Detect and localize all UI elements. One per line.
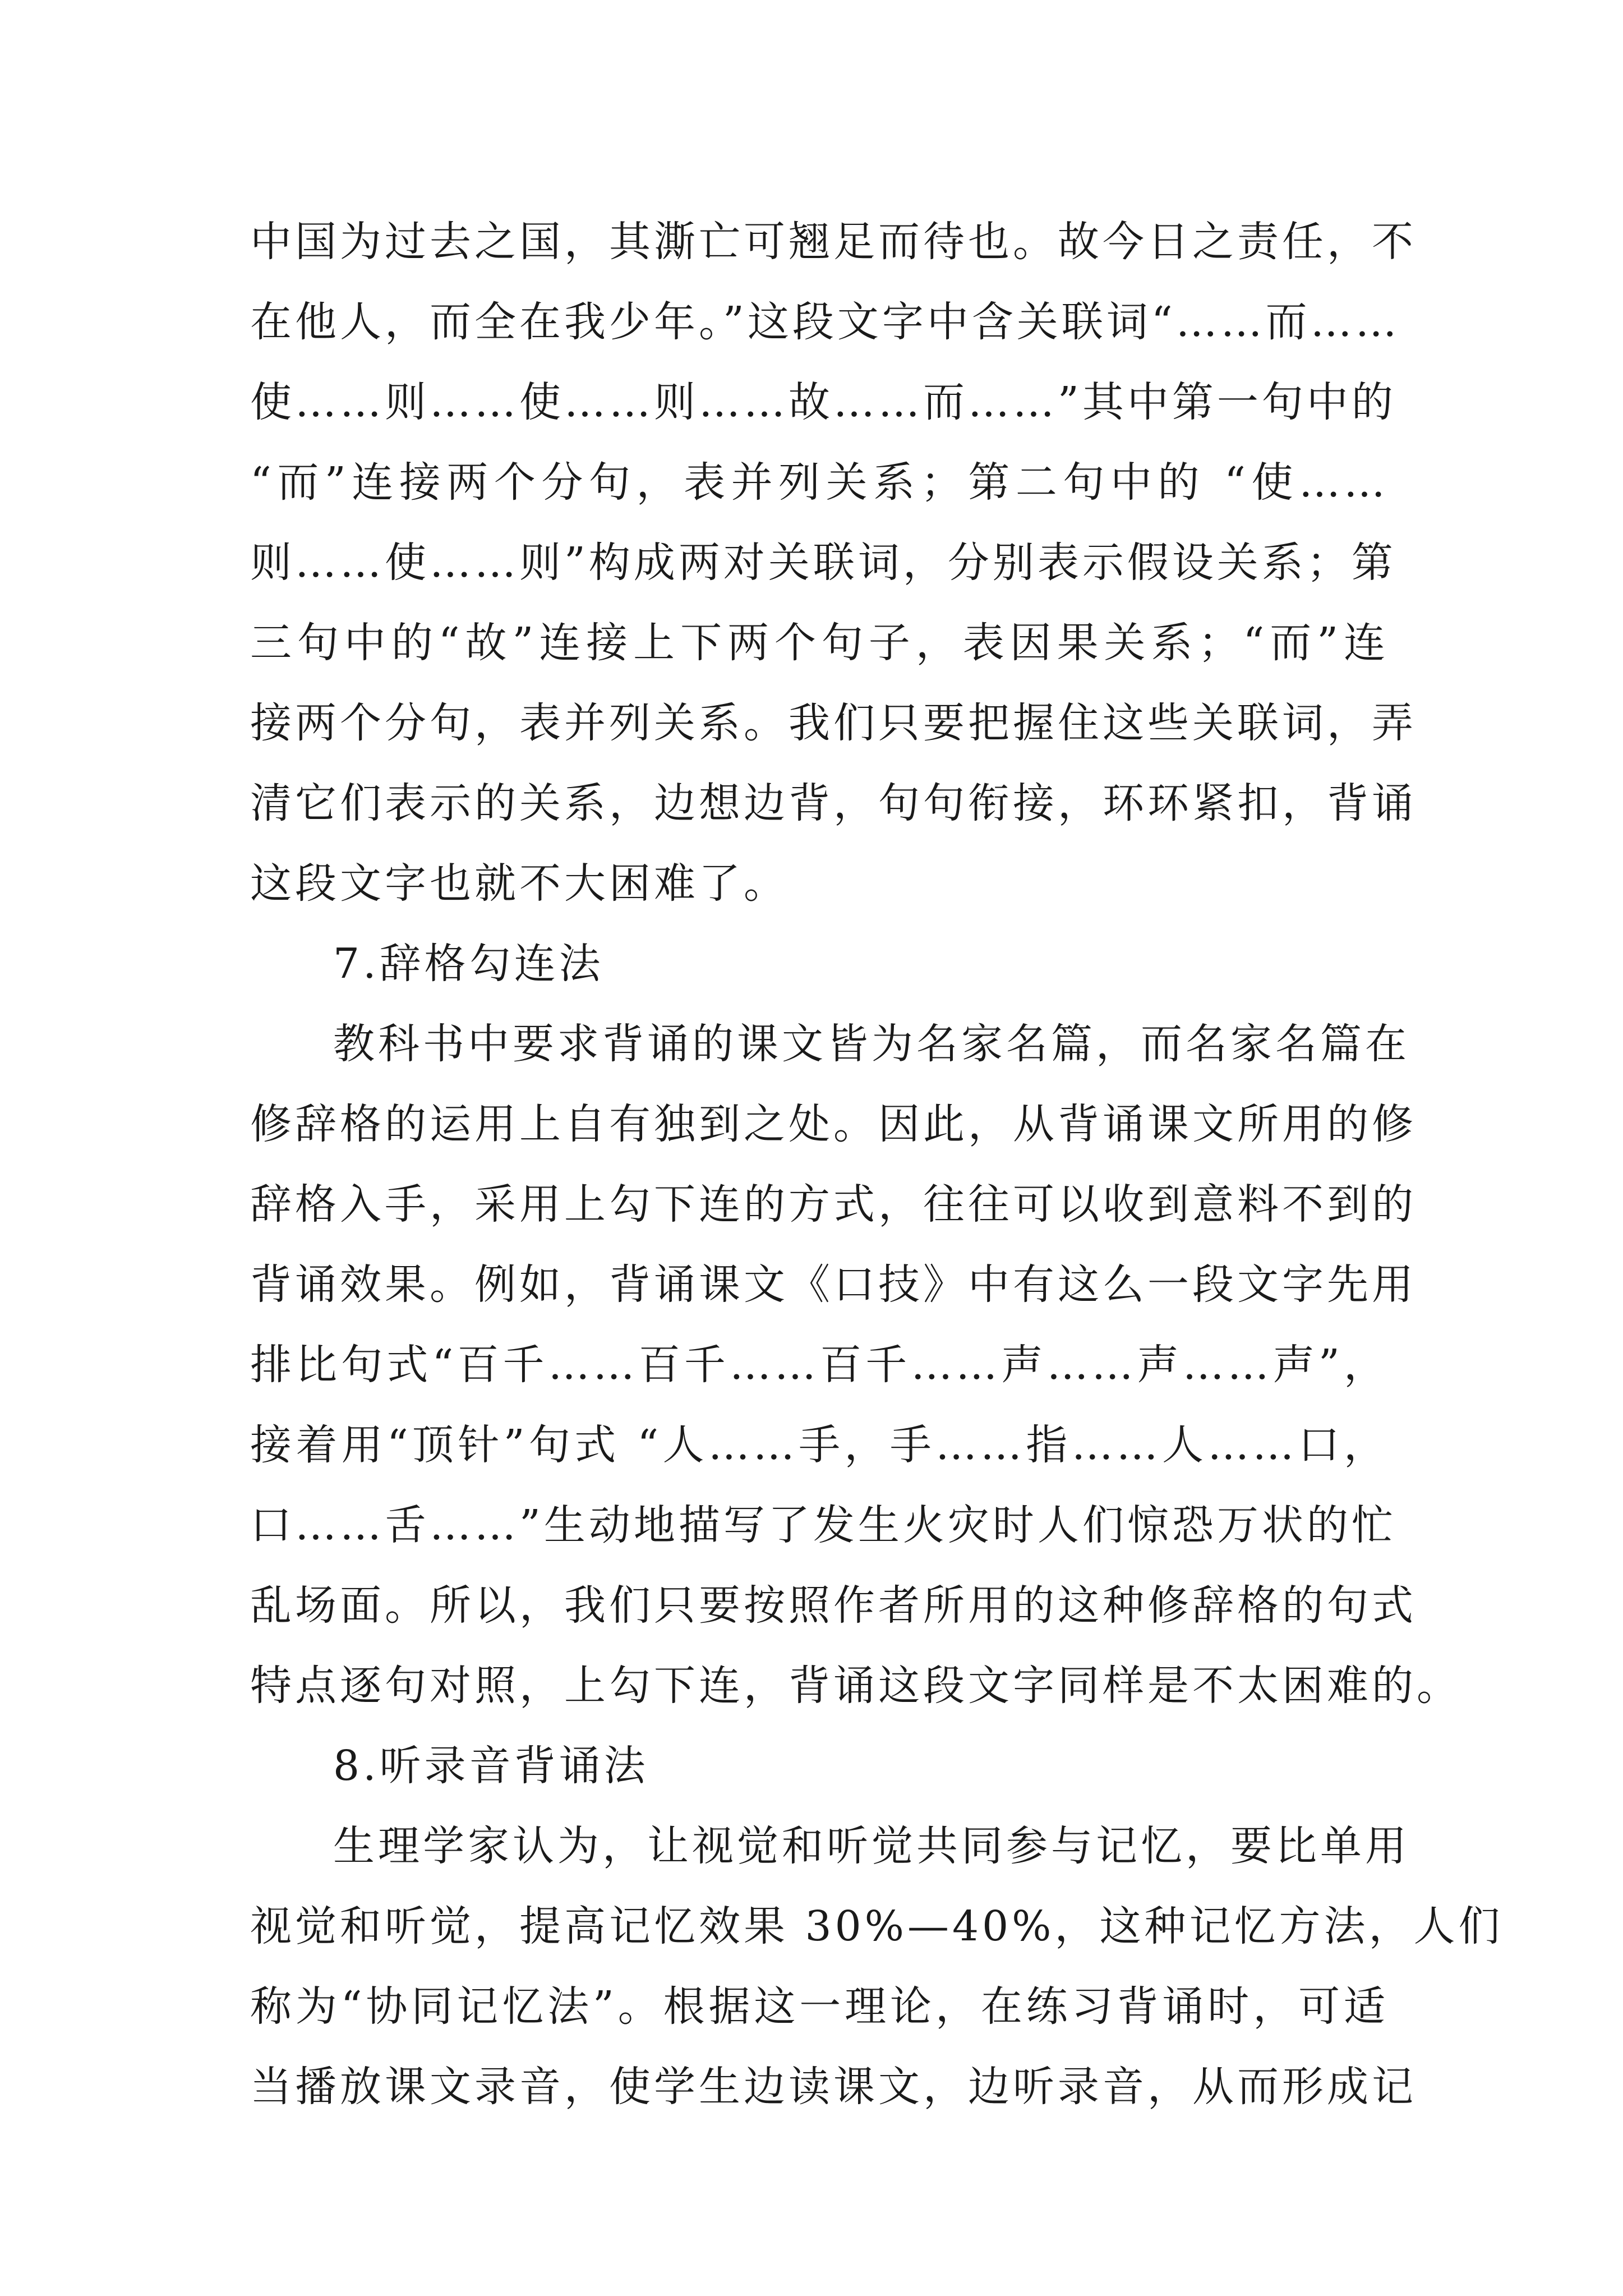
section-heading: 8.听录音背诵法	[333, 1742, 649, 1790]
text-line: 特点逐句对照，上勾下连，背诵这段文字同样是不太困难的。	[250, 1662, 1461, 1710]
text-line: 则……使……则”构成两对关联词，分别表示假设关系；第	[250, 539, 1396, 587]
body-text	[250, 202, 1504, 2127]
text-line: 教科书中要求背诵的课文皆为名家名篇，而名家名篇在	[333, 1020, 1410, 1068]
text-line: 视觉和听觉，提高记忆效果 30%—40%，这种记忆方法，人们	[250, 1902, 1504, 1950]
text-line: 这段文字也就不大困难了。	[250, 859, 789, 908]
text-line: 使……则……使……则……故……而……”其中第一句中的	[250, 378, 1396, 426]
text-line: 排比句式“百千……百千……百千……声……声……声”，	[250, 1341, 1389, 1389]
text-line: 口……舌……”生动地描写了发生火灾时人们惊恐万状的忙	[250, 1501, 1396, 1549]
text-line: “而”连接两个分句，表并列关系；第二句中的 “使……	[250, 458, 1389, 507]
section-heading: 7.辞格勾连法	[333, 940, 604, 988]
text-line: 中国为过去之国，其澌亡可翘足而待也。故今日之责任，不	[250, 218, 1417, 266]
text-line: 在他人，而全在我少年。”这段文字中含关联词“……而……	[250, 298, 1400, 346]
text-line: 生理学家认为，让视觉和听觉共同参与记忆，要比单用	[333, 1822, 1410, 1870]
text-line: 接两个分句，表并列关系。我们只要把握住这些关联词，弄	[250, 699, 1417, 747]
text-line: 三句中的“故”连接上下两个句子，表因果关系；“而”连	[250, 619, 1389, 667]
text-line: 乱场面。所以，我们只要按照作者所用的这种修辞格的句式	[250, 1581, 1417, 1630]
text-line: 辞格入手，采用上勾下连的方式，往往可以收到意料不到的	[250, 1180, 1417, 1228]
text-line: 修辞格的运用上自有独到之处。因此，从背诵课文所用的修	[250, 1100, 1417, 1148]
text-line: 清它们表示的关系，边想边背，句句衔接，环环紧扣，背诵	[250, 779, 1417, 827]
text-line: 接着用“顶针”句式 “人……手，手……指……人……口，	[250, 1421, 1389, 1469]
text-line: 背诵效果。例如，背诵课文《口技》中有这么一段文字先用	[250, 1260, 1417, 1309]
text-line: 当播放课文录音，使学生边读课文，边听录音，从而形成记	[250, 2063, 1417, 2111]
text-line: 称为“协同记忆法”。根据这一理论，在练习背诵时，可适	[250, 1982, 1389, 2031]
